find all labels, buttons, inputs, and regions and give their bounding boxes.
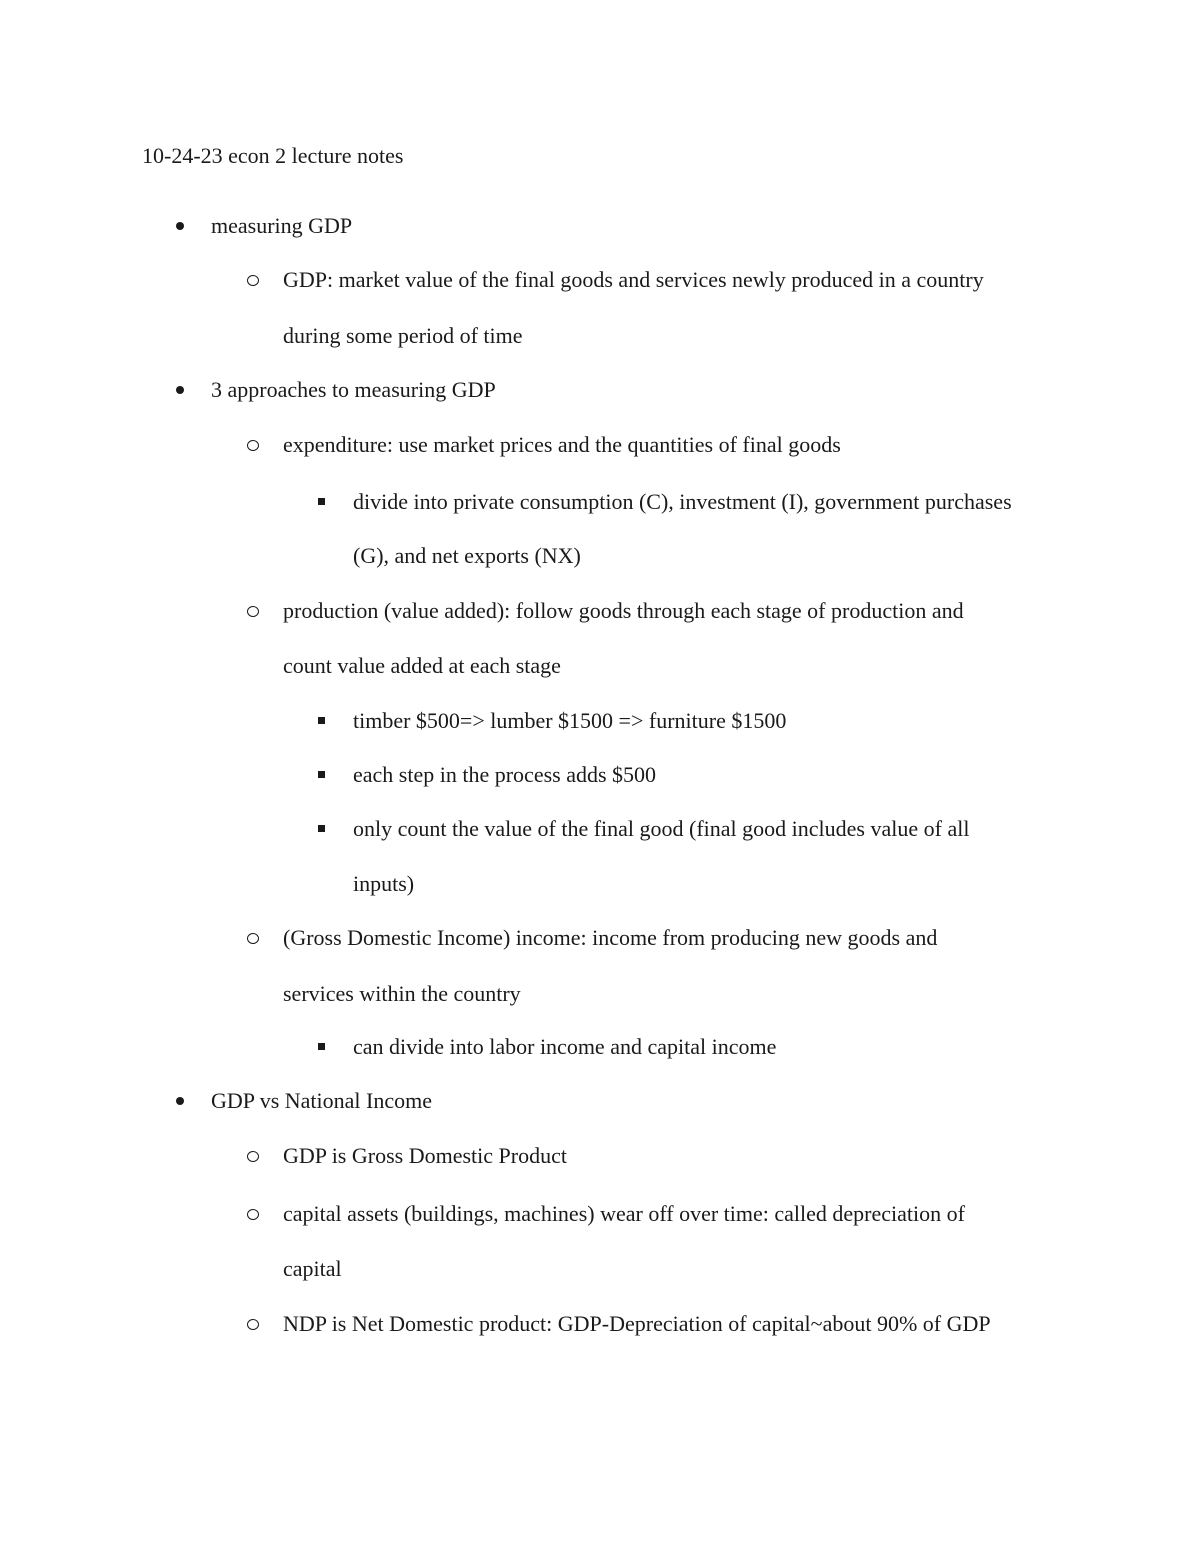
list-item-line: services within the country [283, 981, 521, 1006]
bullet-dot-icon [176, 222, 184, 230]
list-subitem-line: can divide into labor income and capital income [353, 1034, 777, 1059]
list-subitem-line: only count the value of the final good (final good includes value of all [353, 816, 970, 841]
bullet-circle-icon [247, 606, 259, 617]
bullet-circle-icon [247, 1151, 259, 1162]
list-item-line: production (value added): follow goods through each stage of production and [283, 598, 964, 623]
list-item-line: capital assets (buildings, machines) wear off over time: called depreciation of [283, 1201, 965, 1226]
list-item-line: during some period of time [283, 323, 523, 348]
list-item-line: GDP: market value of the final goods and services newly produced in a country [283, 267, 984, 292]
bullet-square-icon [318, 771, 325, 778]
bullet-circle-icon [247, 1319, 259, 1330]
list-item-line: GDP is Gross Domestic Product [283, 1143, 567, 1168]
bullet-dot-icon [176, 1097, 184, 1105]
bullet-circle-icon [247, 440, 259, 451]
list-subitem-line: divide into private consumption (C), investment (I), government purchases [353, 489, 1012, 514]
list-subitem-line: inputs) [353, 871, 415, 896]
bullet-square-icon [318, 498, 325, 505]
list-subitem-line: (G), and net exports (NX) [353, 543, 581, 568]
list-item-line: (Gross Domestic Income) income: income from producing new goods and [283, 925, 938, 950]
bullet-circle-icon [247, 1209, 259, 1220]
page-title: 10-24-23 econ 2 lecture notes [142, 143, 404, 168]
bullet-dot-icon [176, 386, 184, 394]
list-item-line: count value added at each stage [283, 653, 561, 678]
list-item-line: expenditure: use market prices and the quantities of final goods [283, 432, 841, 457]
section-heading: 3 approaches to measuring GDP [211, 377, 496, 402]
list-item-line: NDP is Net Domestic product: GDP-Depreciation of capital~about 90% of GDP [283, 1311, 991, 1336]
list-subitem-line: each step in the process adds $500 [353, 762, 657, 787]
list-item-line: capital [283, 1256, 342, 1281]
section-heading: measuring GDP [211, 213, 353, 238]
bullet-square-icon [318, 1043, 325, 1050]
bullet-circle-icon [247, 933, 259, 944]
bullet-circle-icon [247, 275, 259, 286]
bullet-square-icon [318, 717, 325, 724]
bullet-square-icon [318, 825, 325, 832]
list-subitem-line: timber $500=> lumber $1500 => furniture $1500 [353, 708, 787, 733]
section-heading: GDP vs National Income [211, 1088, 432, 1113]
